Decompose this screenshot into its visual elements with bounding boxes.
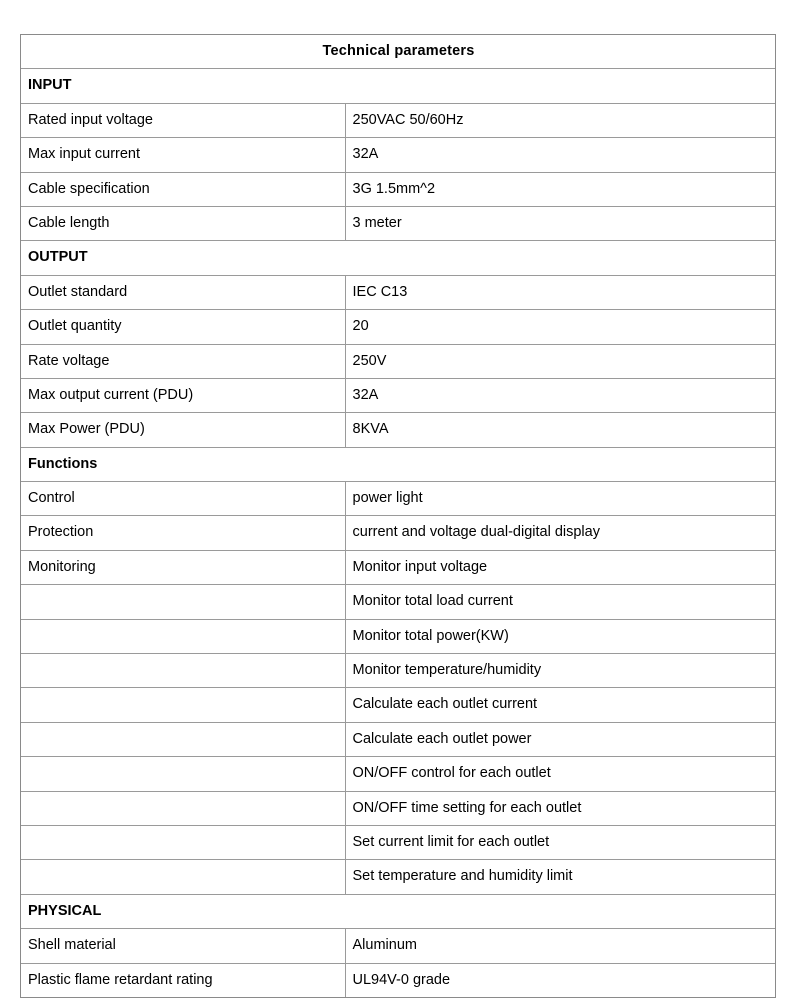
parameter-value: 3 meter xyxy=(345,206,775,240)
table-row xyxy=(21,619,775,653)
technical-parameters-sheet xyxy=(20,34,776,998)
parameter-value: Monitor temperature/humidity xyxy=(345,654,775,688)
parameter-label-empty xyxy=(21,757,345,791)
parameter-label: Monitoring xyxy=(21,550,345,584)
table-row xyxy=(21,172,775,206)
page-title: Technical parameters xyxy=(21,35,775,69)
table-row xyxy=(21,929,775,963)
table-row xyxy=(21,138,775,172)
parameter-label: Control xyxy=(21,482,345,516)
parameter-label: Plastic flame retardant rating xyxy=(21,963,345,997)
parameter-label-empty xyxy=(21,688,345,722)
parameter-label: Rated input voltage xyxy=(21,103,345,137)
parameter-label: Rate voltage xyxy=(21,344,345,378)
parameter-label: Max input current xyxy=(21,138,345,172)
parameter-value: 250VAC 50/60Hz xyxy=(345,103,775,137)
table-row xyxy=(21,825,775,859)
parameter-label: Max Power (PDU) xyxy=(21,413,345,447)
parameter-label: Cable specification xyxy=(21,172,345,206)
table-row xyxy=(21,722,775,756)
parameter-label-empty xyxy=(21,791,345,825)
table-row xyxy=(21,688,775,722)
parameter-value: Monitor input voltage xyxy=(345,550,775,584)
table-title-row xyxy=(21,35,775,69)
parameter-value: Calculate each outlet current xyxy=(345,688,775,722)
parameter-label: Max output current (PDU) xyxy=(21,378,345,412)
table-row xyxy=(21,275,775,309)
parameter-value: Monitor total load current xyxy=(345,585,775,619)
table-row xyxy=(21,413,775,447)
section-header-row xyxy=(21,69,775,103)
table-row xyxy=(21,310,775,344)
section-header-label: Functions xyxy=(21,447,775,481)
table-row xyxy=(21,103,775,137)
table-body xyxy=(21,35,775,997)
parameter-value: Monitor total power(KW) xyxy=(345,619,775,653)
parameter-label: Shell material xyxy=(21,929,345,963)
parameter-value: Aluminum xyxy=(345,929,775,963)
parameter-label-empty xyxy=(21,654,345,688)
parameter-label-empty xyxy=(21,722,345,756)
section-header-label: INPUT xyxy=(21,69,775,103)
parameter-value: current and voltage dual-digital display xyxy=(345,516,775,550)
table-row xyxy=(21,757,775,791)
parameter-value: ON/OFF time setting for each outlet xyxy=(345,791,775,825)
parameter-label: Cable length xyxy=(21,206,345,240)
parameter-value: Set temperature and humidity limit xyxy=(345,860,775,894)
parameter-value: 3G 1.5mm^2 xyxy=(345,172,775,206)
parameter-label: Outlet quantity xyxy=(21,310,345,344)
section-header-row xyxy=(21,447,775,481)
parameter-value: 20 xyxy=(345,310,775,344)
parameter-label-empty xyxy=(21,585,345,619)
parameter-value: 32A xyxy=(345,378,775,412)
table-row xyxy=(21,516,775,550)
table-row xyxy=(21,654,775,688)
parameter-label-empty xyxy=(21,860,345,894)
parameter-value: Set current limit for each outlet xyxy=(345,825,775,859)
section-header-row xyxy=(21,894,775,928)
table-row xyxy=(21,482,775,516)
table-row xyxy=(21,206,775,240)
table-row xyxy=(21,963,775,997)
parameter-label: Protection xyxy=(21,516,345,550)
technical-parameters-table xyxy=(21,35,775,997)
section-header-label: PHYSICAL xyxy=(21,894,775,928)
parameter-label-empty xyxy=(21,619,345,653)
section-header-row xyxy=(21,241,775,275)
section-header-label: OUTPUT xyxy=(21,241,775,275)
table-row xyxy=(21,860,775,894)
table-row xyxy=(21,378,775,412)
parameter-value: ON/OFF control for each outlet xyxy=(345,757,775,791)
parameter-label: Outlet standard xyxy=(21,275,345,309)
table-row xyxy=(21,344,775,378)
parameter-value: power light xyxy=(345,482,775,516)
parameter-value: Calculate each outlet power xyxy=(345,722,775,756)
parameter-value: 250V xyxy=(345,344,775,378)
parameter-label-empty xyxy=(21,825,345,859)
parameter-value: UL94V-0 grade xyxy=(345,963,775,997)
parameter-value: IEC C13 xyxy=(345,275,775,309)
parameter-value: 32A xyxy=(345,138,775,172)
table-row xyxy=(21,585,775,619)
table-row xyxy=(21,791,775,825)
parameter-value: 8KVA xyxy=(345,413,775,447)
table-row xyxy=(21,550,775,584)
